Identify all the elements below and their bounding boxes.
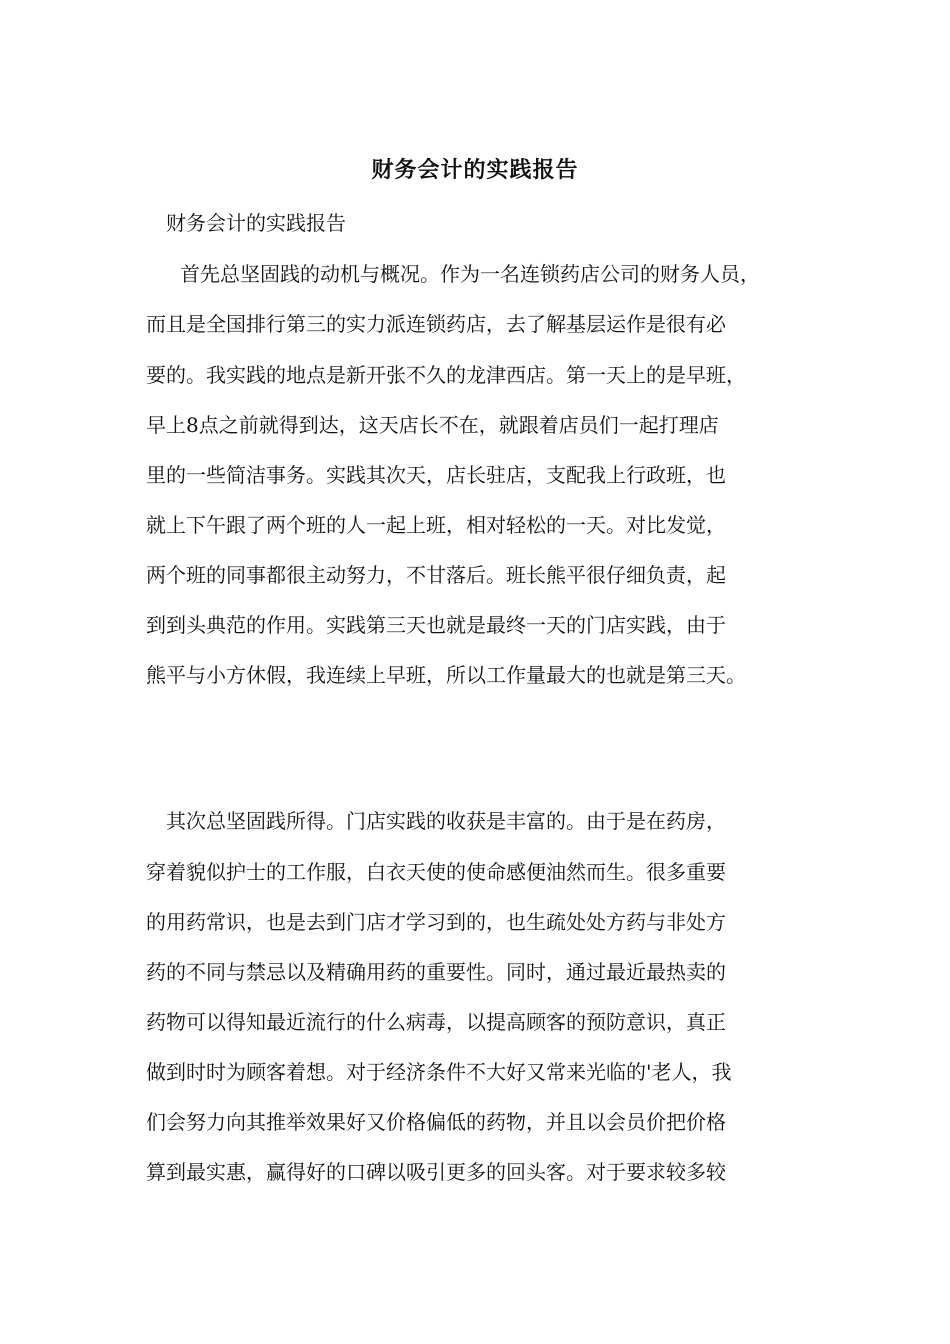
paragraph-line: 就上下午跟了两个班的人一起上班，相对轻松的一天。对比发觉，: [146, 513, 726, 537]
paragraph-line: 早上8点之前就得到达，这天店长不在，就跟着店员们一起打理店: [146, 413, 719, 437]
paragraph-line: 药的不同与禁忌以及精确用药的重要性。同时，通过最近最热卖的: [146, 960, 726, 984]
paragraph-line: 熊平与小方休假，我连续上早班，所以工作量最大的也就是第三天。: [146, 663, 746, 687]
paragraph-line: 算到最实惠，赢得好的口碑以吸引更多的回头客。对于要求较多较: [146, 1160, 726, 1184]
paragraph-line: 做到时时为顾客着想。对于经济条件不大好又常来光临的'老人，我: [146, 1060, 732, 1084]
paragraph-line: 到到头典范的作用。实践第三天也就是最终一天的门店实践，由于: [146, 613, 726, 637]
paragraph-line: 两个班的同事都很主动努力，不甘落后。班长熊平很仔细负责，起: [146, 563, 726, 587]
paragraph-line: 首先总坚固践的动机与概况。作为一名连锁药店公司的财务人员，: [180, 262, 760, 286]
document-subtitle: 财务会计的实践报告: [166, 211, 346, 235]
paragraph-line: 穿着貌似护士的工作服，白衣天使的使命感便油然而生。很多重要: [146, 860, 726, 884]
paragraph-line: 药物可以得知最近流行的什么病毒，以提高顾客的预防意识，真正: [146, 1010, 726, 1034]
paragraph-line: 的用药常识，也是去到门店才学习到的，也生疏处处方药与非处方: [146, 910, 726, 934]
paragraph-line: 里的一些简洁事务。实践其次天，店长驻店，支配我上行政班，也: [146, 463, 726, 487]
paragraph-line: 而且是全国排行第三的实力派连锁药店，去了解基层运作是很有必: [146, 312, 726, 336]
paragraph-line: 其次总坚固践所得。门店实践的收获是丰富的。由于是在药房，: [166, 809, 726, 833]
paragraph-line: 们会努力向其推举效果好又价格偏低的药物，并且以会员价把价格: [146, 1110, 726, 1134]
document-title: 财务会计的实践报告: [371, 157, 579, 183]
paragraph-line: 要的。我实践的地点是新开张不久的龙津西店。第一天上的是早班，: [146, 363, 746, 387]
